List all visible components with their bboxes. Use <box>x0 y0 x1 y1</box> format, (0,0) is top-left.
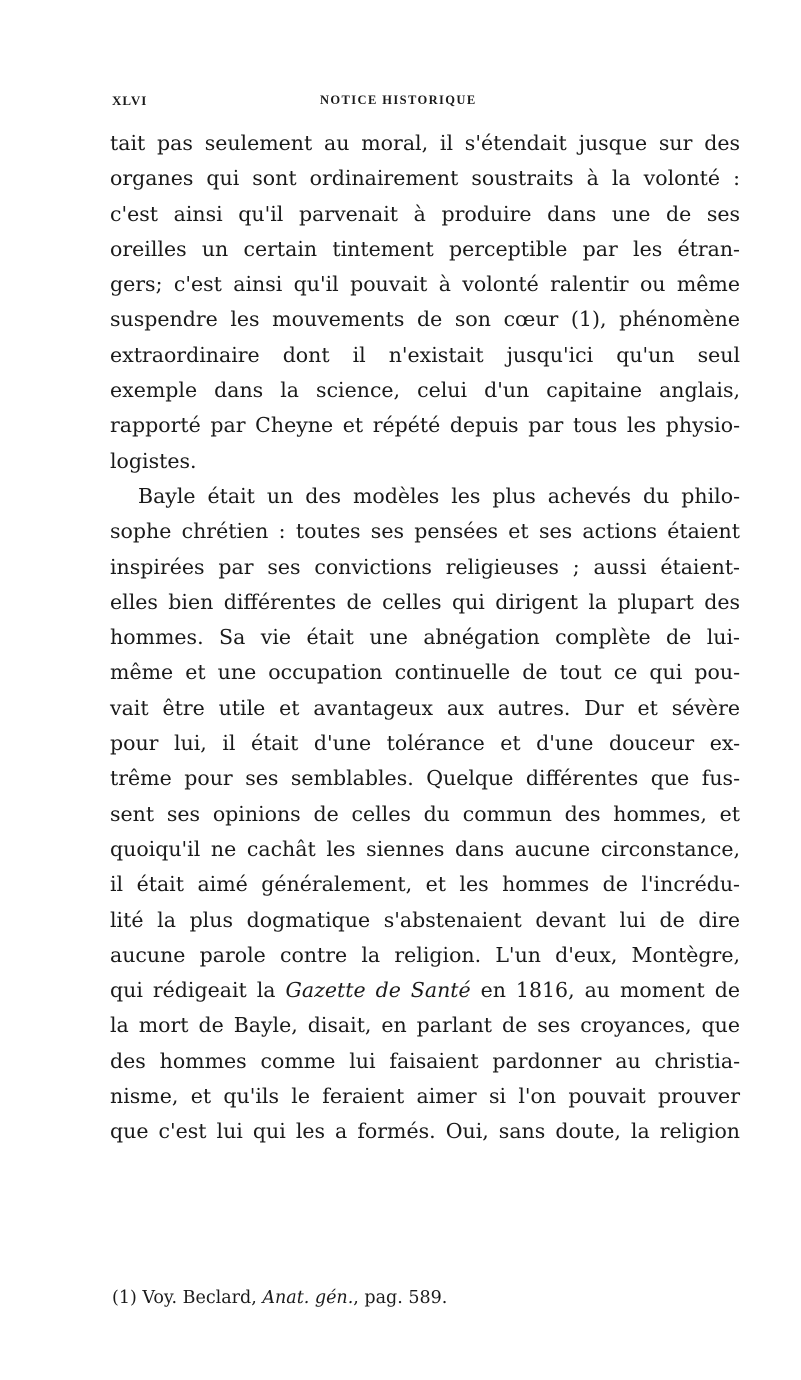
text-line: aucune parole contre la religion. L'un d'eux, Montègre, <box>110 942 740 967</box>
text-line: quoiqu'il ne cachât les siennes dans aucune circonstance, <box>110 836 740 861</box>
text-segment: en 1816, au moment de <box>480 978 740 1003</box>
text-line: tait pas seulement au moral, il s'étendait jusque sur des <box>110 131 740 155</box>
running-head: NOTICE HISTORIQUE <box>320 93 477 107</box>
text-line <box>110 973 740 1008</box>
page-number: XLVI <box>112 93 148 108</box>
text-line: rapporté par Cheyne et répété depuis par tous les physio- <box>110 413 740 438</box>
text-line: inspirées par ses convictions religieuses ; aussi étaient- <box>110 554 740 579</box>
text-line: gers; c'est ainsi qu'il pouvait à volonté ralentir ou même <box>110 272 740 297</box>
text-line: que c'est lui qui les a formés. Oui, sans doute, la religion <box>110 1119 740 1144</box>
text-segment: qui rédigeait la <box>110 978 276 1003</box>
footnote-suffix: , pag. 589. <box>353 1288 448 1308</box>
text-line: logistes. <box>110 448 197 473</box>
text-line: hommes. Sa vie était une abnégation complète de lui- <box>110 625 740 650</box>
text-line: pour lui, il était d'une tolérance et d'une douceur ex- <box>110 731 740 756</box>
footnote-title: Anat. gén. <box>262 1288 354 1308</box>
text-line: nisme, et qu'ils le feraient aimer si l'on pouvait prouver <box>110 1084 740 1109</box>
footnote-prefix: (1) Voy. Beclard, <box>112 1288 257 1308</box>
text-line: exemple dans la science, celui d'un capitaine anglais, <box>110 378 740 403</box>
text-line: elles bien différentes de celles qui dirigent la plupart des <box>110 589 740 614</box>
text-line: extraordinaire dont il n'existait jusqu'ici qu'un seul <box>110 342 740 367</box>
text-line: des hommes comme lui faisaient pardonner au christia- <box>110 1048 740 1073</box>
text-line: oreilles un certain tintement perceptible par les étran- <box>110 236 740 261</box>
text-line: même et une occupation continuelle de tout ce qui pou- <box>110 660 740 685</box>
text-line: trême pour ses semblables. Quelque différentes que fus- <box>110 766 740 791</box>
journal-title: Gazette de Santé <box>285 978 471 1003</box>
text-line: suspendre les mouvements de son cœur (1), phénomène <box>110 307 740 332</box>
text-line: la mort de Bayle, disait, en parlant de ses croyances, que <box>110 1013 740 1038</box>
page-header <box>112 93 734 115</box>
body-text <box>110 126 740 1150</box>
text-line: il était aimé généralement, et les hommes de l'incrédu- <box>110 872 740 897</box>
text-line: vait être utile et avantageux aux autres. Dur et sévère <box>110 695 740 720</box>
footnote <box>112 1288 447 1308</box>
text-line: sophe chrétien : toutes ses pensées et ses actions étaient <box>110 519 740 544</box>
text-line: Bayle était un des modèles les plus achevés du philo- <box>138 483 740 508</box>
text-line: sent ses opinions de celles du commun des hommes, et <box>110 801 740 826</box>
text-line: organes qui sont ordinairement soustraits à la volonté : <box>110 166 740 191</box>
text-line: c'est ainsi qu'il parvenait à produire dans une de ses <box>110 201 740 226</box>
text-line: lité la plus dogmatique s'abstenaient devant lui de dire <box>110 907 740 932</box>
